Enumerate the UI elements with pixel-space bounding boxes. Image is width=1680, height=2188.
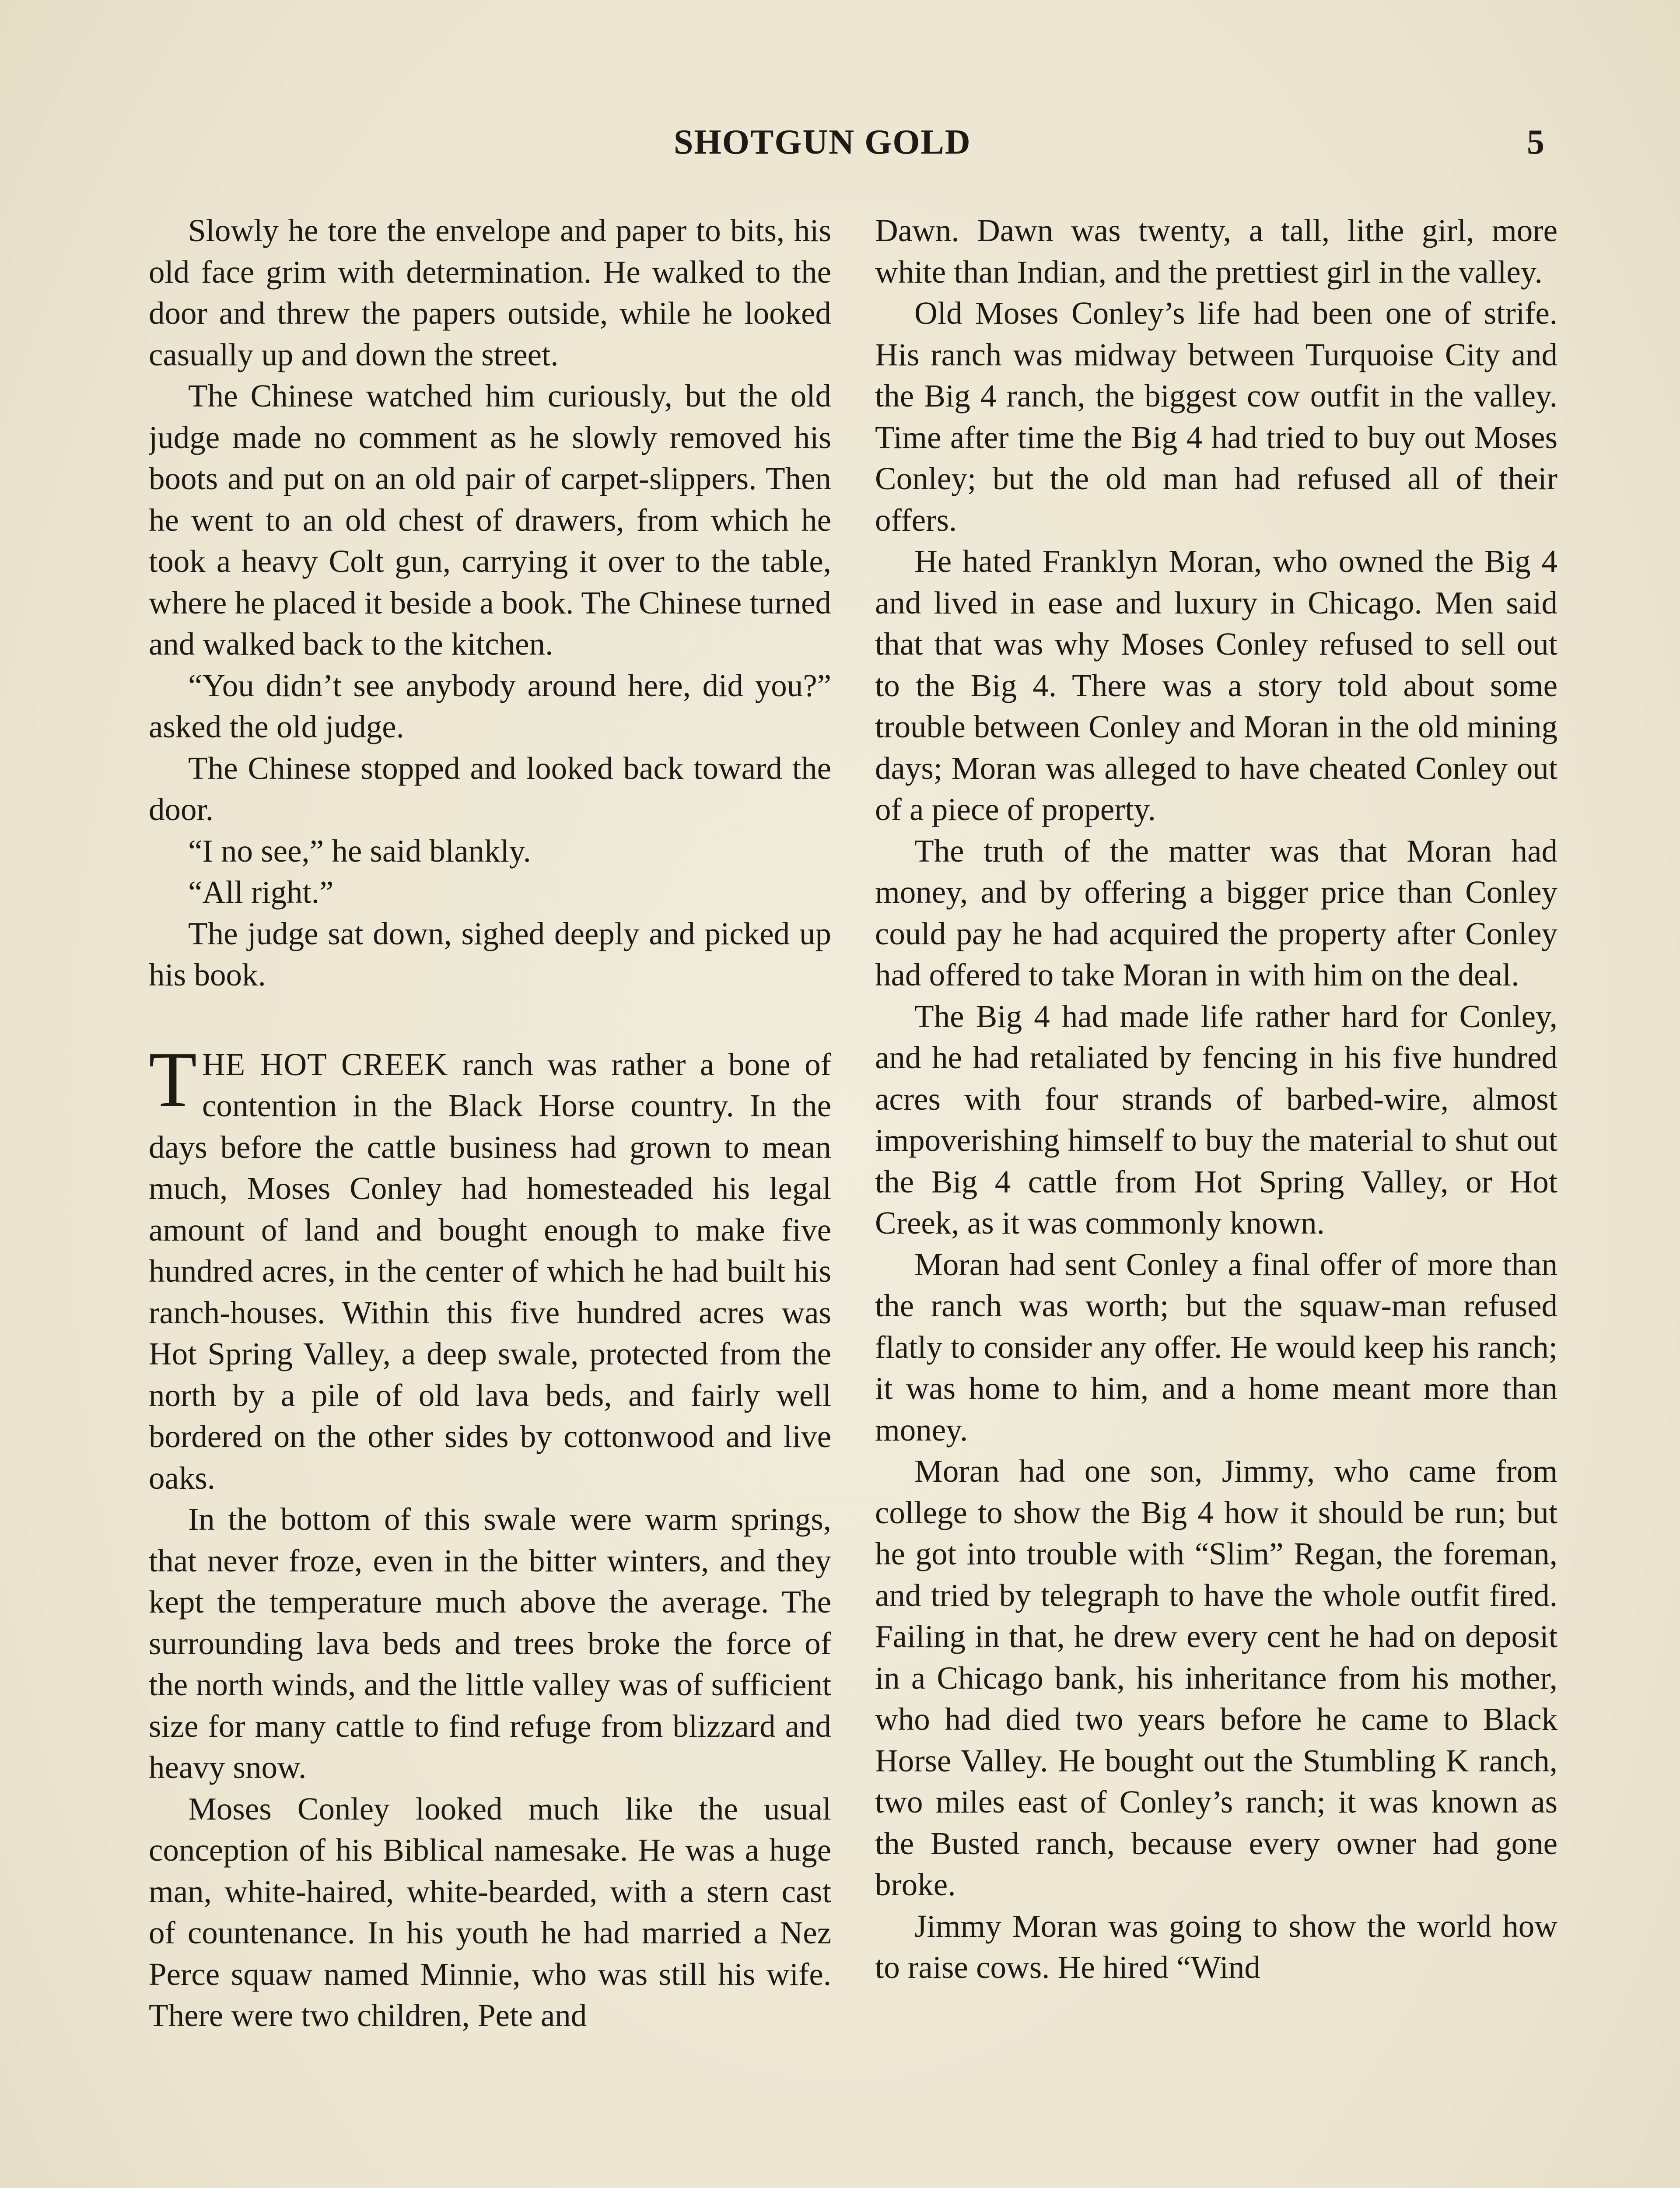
paragraph: Moran had one son, Jimmy, who came from college to show the Big 4 how it should be run; but he got into trouble with “Slim” Regan, the foreman, and tried by telegraph to have the whole outfit fired. Failing in that, he drew every cent he had on deposit in a Chicago bank, his inheritance from his mother, who had died two years before he came to Black Horse Valley. He bought out the Stumbling K ranch, two miles east of Conley’s ranch; it was known as the Busted ranch, because every owner had gone broke. — [875, 1453, 1558, 1902]
paragraph: Slowly he tore the envelope and paper to bits, his old face grim with determination. He walked to the door and threw the papers outside, while he looked casually up and down the street. — [149, 213, 831, 372]
page-number: 5 — [1527, 123, 1544, 161]
paragraph: Dawn. Dawn was twenty, a tall, lithe girl, more white than Indian, and the prettiest girl in the valley. — [875, 213, 1558, 290]
paragraph: “All right.” — [188, 874, 334, 910]
paragraph: The truth of the matter was that Moran had money, and by offering a bigger price than Conley could pay he had acquired the property after Conley had offered to take Moran in with him on the deal. — [875, 833, 1558, 992]
drop-cap: T — [149, 1035, 197, 1123]
section-opening-paragraph — [149, 1035, 831, 1499]
paragraph: The Chinese watched him curiously, but the old judge made no comment as he slowly removed his boots and put on an old pair of carpet-slippers. Then he went to an old chest of drawers, from which he took a heavy Colt gun, carrying it over to the table, where he placed it beside a book. The Chinese turned and walked back to the kitchen. — [149, 378, 831, 662]
right-column — [875, 210, 1558, 2188]
paragraph: In the bottom of this swale were warm springs, that never froze, even in the bitter winters, and they kept the temperature much above the average. The surrounding lava beds and trees broke the force of the north winds, and the little valley was of sufficient size for many cattle to find refuge from blizzard and heavy snow. — [149, 1501, 831, 1785]
paragraph: He hated Franklyn Moran, who owned the Big 4 and lived in ease and luxury in Chicago. Men said that that was why Moses Conley refused to sell out to the Big 4. There was a story told about some trouble between Conley and Moran in the old mining days; Moran was alleged to have cheated Conley out of a piece of property. — [875, 543, 1558, 827]
left-column — [149, 210, 831, 2188]
paragraph: The Chinese stopped and looked back toward the door. — [149, 750, 831, 827]
paragraph-text: ranch was rather a bone of contention in the Black Horse country. In the days before the cattle business had grown to mean much, Moses Conley had homesteaded his legal amount of land and bought enough to make five hundred acres, in the center of which he had built his ranch-houses. Within this five hundred acres was Hot Spring Valley, a deep swale, protected from the north by a pile of old lava beds, and fairly well bordered on the other sides by cottonwood and live oaks. — [149, 1046, 831, 1496]
paragraph: The Big 4 had made life rather hard for Conley, and he had retaliated by fencing in his five hundred acres with four strands of barbed-wire, almost impoverishing himself to buy the material to shut out the Big 4 cattle from Hot Spring Valley, or Hot Creek, as it was commonly known. — [875, 998, 1558, 1241]
section-lead-in: HE HOT CREEK — [202, 1046, 448, 1082]
running-title: SHOTGUN GOLD — [674, 123, 971, 161]
paragraph: “I no see,” he said blankly. — [188, 833, 531, 869]
paragraph: Jimmy Moran was going to show the world how to raise cows. He hired “Wind — [875, 1908, 1558, 1985]
paragraph: “You didn’t see anybody around here, did you?” asked the old judge. — [149, 667, 831, 744]
paragraph: Moran had sent Conley a final offer of more than the ranch was worth; but the squaw-man refused flatly to consider any offer. He would keep his ranch; it was home to him, and a home meant more than money. — [875, 1246, 1558, 1448]
paragraph: Moses Conley looked much like the usual conception of his Biblical namesake. He was a huge man, white-haired, white-bearded, with a stern cast of countenance. In his youth he had married a Nez Perce squaw named Minnie, who was still his wife. There were two children, Pete and — [149, 1791, 831, 2033]
paragraph: Old Moses Conley’s life had been one of strife. His ranch was midway between Turquoise City and the Big 4 ranch, the biggest cow outfit in the valley. Time after time the Big 4 had tried to buy out Moses Conley; but the old man had refused all of their offers. — [875, 295, 1558, 538]
paragraph: The judge sat down, sighed deeply and picked up his book. — [149, 915, 831, 992]
page-header — [0, 118, 1680, 166]
